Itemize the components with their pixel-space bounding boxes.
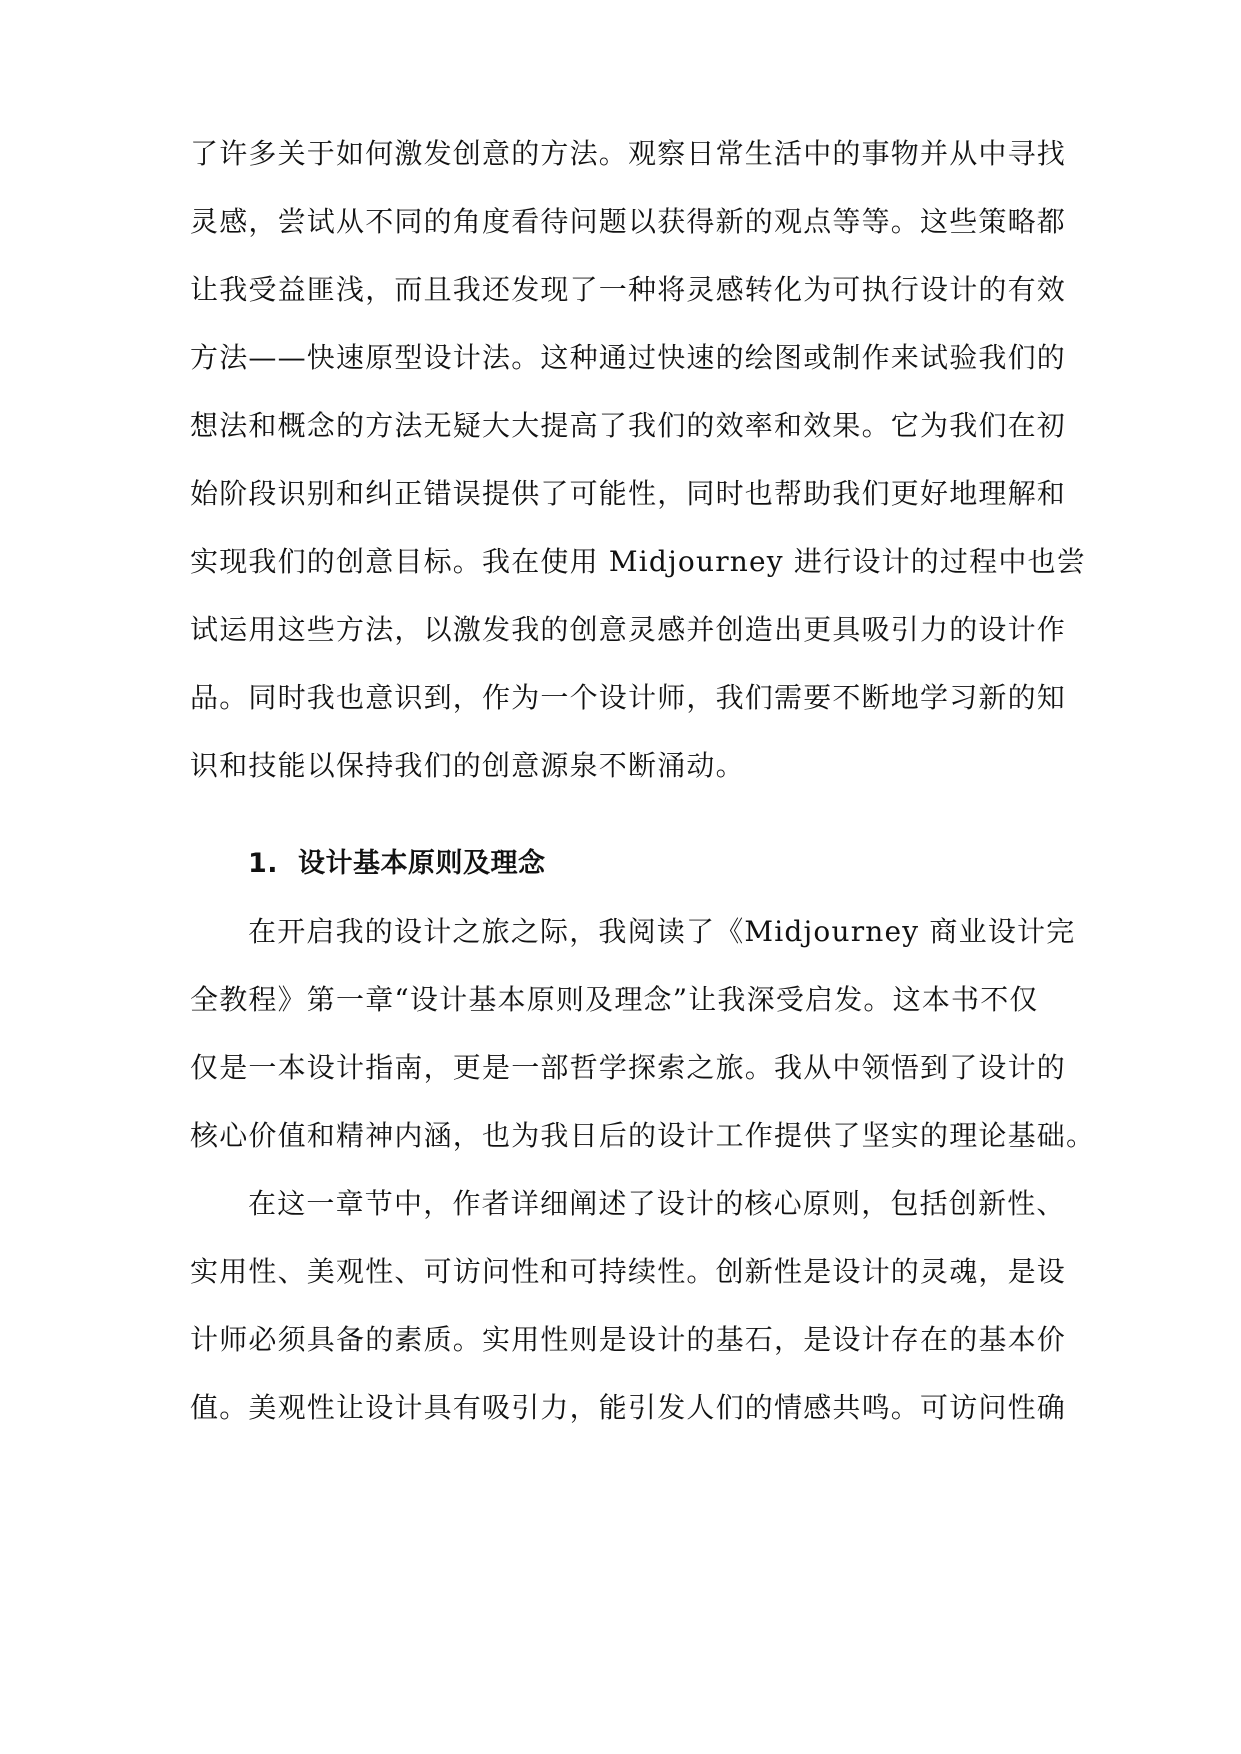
section-title: 设计基本原则及理念 bbox=[298, 848, 546, 879]
paragraph-line: 仅是一本设计指南，更是一部哲学探索之旅。我从中领悟到了设计的 bbox=[190, 1051, 1067, 1084]
paragraph-line: 在这一章节中，作者详细阐述了设计的核心原则，包括创新性、 bbox=[248, 1187, 1066, 1220]
section-number: 1. bbox=[248, 848, 279, 879]
paragraph-line: 想法和概念的方法无疑大大提高了我们的效率和效果。它为我们在初 bbox=[190, 409, 1067, 442]
paragraph-line: 始阶段识别和纠正错误提供了可能性，同时也帮助我们更好地理解和 bbox=[190, 477, 1067, 510]
paragraph-line: 核心价值和精神内涵，也为我日后的设计工作提供了坚实的理论基础。 bbox=[190, 1119, 1096, 1152]
paragraph-line: 方法——快速原型设计法。这种通过快速的绘图或制作来试验我们的 bbox=[190, 341, 1067, 374]
paragraph-line: 品。同时我也意识到，作为一个设计师，我们需要不断地学习新的知 bbox=[190, 681, 1067, 714]
paragraph-line: 识和技能以保持我们的创意源泉不断涌动。 bbox=[190, 749, 745, 782]
paragraph-line: 在开启我的设计之旅之际，我阅读了《Midjourney 商业设计完 bbox=[248, 915, 1076, 948]
section-heading bbox=[248, 844, 1128, 884]
paragraph-line: 计师必须具备的素质。实用性则是设计的基石，是设计存在的基本价 bbox=[190, 1323, 1067, 1356]
paragraph-line: 试运用这些方法，以激发我的创意灵感并创造出更具吸引力的设计作 bbox=[190, 613, 1067, 646]
paragraph-line: 让我受益匪浅，而且我还发现了一种将灵感转化为可执行设计的有效 bbox=[190, 273, 1067, 306]
paragraph-line: 全教程》第一章“设计基本原则及理念”让我深受启发。这本书不仅 bbox=[190, 983, 1039, 1016]
paragraph-line: 了许多关于如何激发创意的方法。观察日常生活中的事物并从中寻找 bbox=[190, 137, 1067, 170]
paragraph-line: 实用性、美观性、可访问性和可持续性。创新性是设计的灵魂，是设 bbox=[190, 1255, 1067, 1288]
paragraph-line: 实现我们的创意目标。我在使用 Midjourney 进行设计的过程中也尝 bbox=[190, 545, 1086, 578]
paragraph-line: 灵感，尝试从不同的角度看待问题以获得新的观点等等。这些策略都 bbox=[190, 205, 1067, 238]
paragraph-line: 值。美观性让设计具有吸引力，能引发人们的情感共鸣。可访问性确 bbox=[190, 1391, 1067, 1424]
